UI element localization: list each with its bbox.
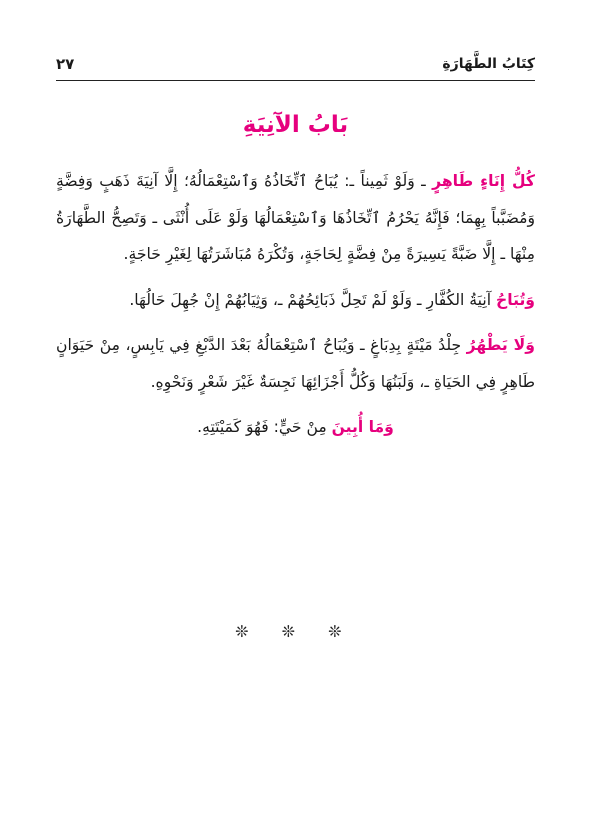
paragraph [56,163,535,273]
paragraph-keyword: وَتُبَاحُ [495,290,535,309]
running-title: كِتَابُ الطَّهَارَةِ [442,56,535,72]
paragraph-keyword: كُلُّ إِنَاءٍ طَاهِرٍ [432,172,535,190]
page-header [56,54,535,81]
paragraph-keyword: وَلَا يَطْهُرُ [466,336,535,354]
page-number: ٢٧ [56,55,75,73]
paragraph-text: جِلْدُ مَيْتَةٍ بِدِبَاغٍ ـ وَيُبَاحُ ٱسْتِعْمَالُهُ بَعْدَ الدَّبْغِ فِي يَابِسٍ، مِنْ حَيَوَانٍ طَاهِرٍ فِي الحَيَاةِ ـ، وَلَبَنُهَا وَكُلُّ أَجْزَائِهَا نَجِسَةٌ غَيْرَ شَعْرٍ وَنَحْوِهِ. [56,336,535,391]
paragraph [56,327,535,400]
paragraph-text: آنِيَةُ الكُفَّارِ ـ وَلَوْ لَمْ تَحِلَّ ذَبَائِحُهُمْ ـ، وَثِيَابُهُمْ إِنْ جُهِلَ حَالُهَا. [129,290,496,309]
paragraph [56,409,535,446]
body-text [56,163,535,446]
paragraph [56,282,535,319]
paragraph-keyword: وَمَا أُبِينَ [331,418,394,436]
section-end-ornament: ❊ ❊ ❊ [235,622,356,641]
paragraph-text: مِنْ حَيٍّ: فَهُوَ كَمَيْتَتِهِ. [197,418,332,436]
paragraph-text: ـ وَلَوْ ثَمِيناً ـ: يُبَاحُ ٱتِّخَاذُهُ وَٱسْتِعْمَالُهُ؛ إِلَّا آنِيَةَ ذَهَبٍ وَفِضَّةٍ وَمُضَبَّباً بِهِمَا؛ فَإِنَّهُ يَحْرُمُ ٱتِّخَاذُهَا وَٱسْتِعْمَالُهَا وَلَوْ عَلَى أُنْثَى ـ وَتَصِحُّ الطَّهَارَةُ مِنْهَا ـ إِلَّا ضَبَّةً يَسِيرَةً مِنْ فِضَّةٍ لِحَاجَةٍ، وَتُكْرَهُ مُبَاشَرَتُهَا لِغَيْرِ حَاجَةٍ. [56,172,535,263]
chapter-title: بَابُ الآنِيَةِ [242,112,349,138]
